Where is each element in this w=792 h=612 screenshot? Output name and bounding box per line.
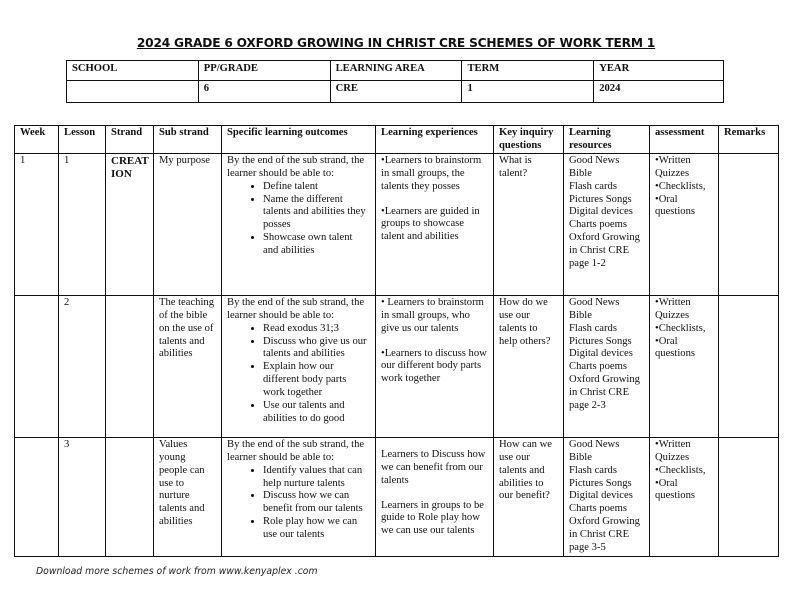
table-header-row [15, 126, 779, 154]
table-row [15, 295, 779, 437]
resource-item: Flash cards [569, 180, 617, 192]
cell-remarks [719, 437, 779, 556]
experience-item: •Learners are guided in groups to showcase talent and abilities [381, 205, 480, 243]
resource-item: Digital devices [569, 490, 633, 502]
cell-experiences [376, 295, 494, 437]
header-remarks: Remarks [719, 126, 779, 154]
table-row [15, 437, 779, 556]
info-header-school: SCHOOL [67, 61, 199, 81]
experience-item: •Learners to discuss how our different body parts work together [381, 347, 487, 385]
cell-outcomes [222, 295, 376, 437]
cell-assessment [650, 295, 719, 437]
cell-inquiry: What is talent? [494, 153, 564, 295]
resource-item: Good News Bible [569, 154, 620, 179]
outcome-item: • Role play how we can use our talents [263, 516, 370, 542]
cell-resources [564, 295, 650, 437]
resource-item: Oxford Growing in Christ CRE page 1-2 [569, 232, 640, 270]
info-table [66, 60, 724, 103]
outcome-item: • Showcase own talent and abilities [263, 232, 370, 258]
resource-item: Good News Bible [569, 296, 620, 321]
info-header-term: TERM [462, 61, 594, 81]
cell-resources [564, 437, 650, 556]
assessment-item: •Checklists, [655, 322, 706, 334]
cell-week: 1 [15, 153, 59, 295]
outcome-item: • Define talent [263, 181, 370, 194]
header-experiences: Learning experiences [376, 126, 494, 154]
outcome-item: • Discuss who give us our talents and abilities [263, 336, 370, 362]
cell-assessment [650, 153, 719, 295]
table-row [15, 153, 779, 295]
resource-item: Charts poems [569, 503, 627, 515]
cell-remarks [719, 295, 779, 437]
resource-item: Good News Bible [569, 438, 620, 463]
outcome-item: • Read exodus 31;3 [263, 323, 370, 336]
resource-item: Digital devices [569, 206, 633, 218]
resource-item: Pictures Songs [569, 335, 632, 347]
outcome-item: • Identify values that can help nurture talents [263, 465, 370, 491]
outcome-item: • Discuss how we can benefit from our talents [263, 490, 370, 516]
cell-lesson: 2 [59, 295, 106, 437]
outcomes-list [227, 181, 370, 258]
resource-item: Digital devices [569, 348, 633, 360]
cell-week [15, 295, 59, 437]
cell-strand: CREAT ION [106, 153, 154, 295]
header-lesson: Lesson [59, 126, 106, 154]
cell-remarks [719, 153, 779, 295]
resource-item: Oxford Growing in Christ CRE page 2-3 [569, 374, 640, 412]
experience-item: •Learners to brainstorm in small groups, the talents they posses [381, 154, 482, 192]
assessment-item: •Oral questions [655, 193, 696, 218]
info-value-school [67, 81, 199, 103]
resource-item: Charts poems [569, 219, 627, 231]
assessment-item: •Written Quizzes [655, 154, 691, 179]
cell-experiences [376, 437, 494, 556]
info-value-grade: 6 [198, 81, 330, 103]
cell-strand [106, 295, 154, 437]
header-outcomes: Specific learning outcomes [222, 126, 376, 154]
assessment-item: •Checklists, [655, 180, 706, 192]
info-header-year: YEAR [594, 61, 724, 81]
assessment-item: •Oral questions [655, 335, 696, 360]
info-value-year: 2024 [594, 81, 724, 103]
cell-experiences [376, 153, 494, 295]
cell-sub-strand: The teaching of the bible on the use of talents and abilities [154, 295, 222, 437]
experience-item: • Learners to brainstorm in small groups, who give us our talents [381, 296, 484, 334]
experience-item: Learners in groups to be guide to Role play how we can use our talents [381, 499, 484, 537]
header-inquiry: Key inquiry questions [494, 126, 564, 154]
assessment-item: •Oral questions [655, 477, 696, 502]
outcomes-list [227, 465, 370, 542]
cell-inquiry: How can we use our talents and abilities to our benefit? [494, 437, 564, 556]
cell-outcomes [222, 437, 376, 556]
experience-item: Learners to Discuss how we can benefit from our talents [381, 448, 486, 486]
outcomes-list [227, 323, 370, 426]
cell-lesson: 3 [59, 437, 106, 556]
outcome-item: • Use our talents and abilities to do good [263, 400, 370, 426]
schemes-table [14, 125, 779, 557]
footer-download-note: Download more schemes of work from www.kenyaplex .com [36, 566, 318, 577]
cell-week [15, 437, 59, 556]
outcomes-intro: By the end of the sub strand, the learner should be able to: [227, 438, 365, 463]
resource-item: Oxford Growing in Christ CRE page 3-5 [569, 516, 640, 554]
resource-item: Flash cards [569, 322, 617, 334]
cell-assessment [650, 437, 719, 556]
header-sub-strand: Sub strand [154, 126, 222, 154]
info-header-row [67, 61, 724, 81]
cell-lesson: 1 [59, 153, 106, 295]
header-assessment: assessment [650, 126, 719, 154]
cell-inquiry: How do we use our talents to help others? [494, 295, 564, 437]
document-title: 2024 GRADE 6 OXFORD GROWING IN CHRIST CRE SCHEMES OF WORK TERM 1 [136, 36, 656, 50]
info-header-learning-area: LEARNING AREA [330, 61, 462, 81]
cell-strand [106, 437, 154, 556]
assessment-item: •Written Quizzes [655, 296, 691, 321]
header-strand: Strand [106, 126, 154, 154]
cell-resources [564, 153, 650, 295]
outcomes-intro: By the end of the sub strand, the learner should be able to: [227, 154, 365, 179]
resource-item: Flash cards [569, 464, 617, 476]
resource-item: Charts poems [569, 361, 627, 373]
header-week: Week [15, 126, 59, 154]
outcome-item: • Name the different talents and abilities they posses [263, 194, 370, 233]
info-value-learning-area: CRE [330, 81, 462, 103]
resource-item: Pictures Songs [569, 193, 632, 205]
outcome-item: • Explain how our different body parts work together [263, 361, 370, 400]
info-value-term: 1 [462, 81, 594, 103]
assessment-item: •Written Quizzes [655, 438, 691, 463]
assessment-item: •Checklists, [655, 464, 706, 476]
cell-sub-strand: My purpose [154, 153, 222, 295]
resource-item: Pictures Songs [569, 477, 632, 489]
outcomes-intro: By the end of the sub strand, the learner should be able to: [227, 296, 365, 321]
cell-sub-strand: Values young people can use to nurture talents and abilities [154, 437, 222, 556]
info-header-grade: PP/GRADE [198, 61, 330, 81]
info-value-row [67, 81, 724, 103]
cell-outcomes [222, 153, 376, 295]
header-resources: Learning resources [564, 126, 650, 154]
